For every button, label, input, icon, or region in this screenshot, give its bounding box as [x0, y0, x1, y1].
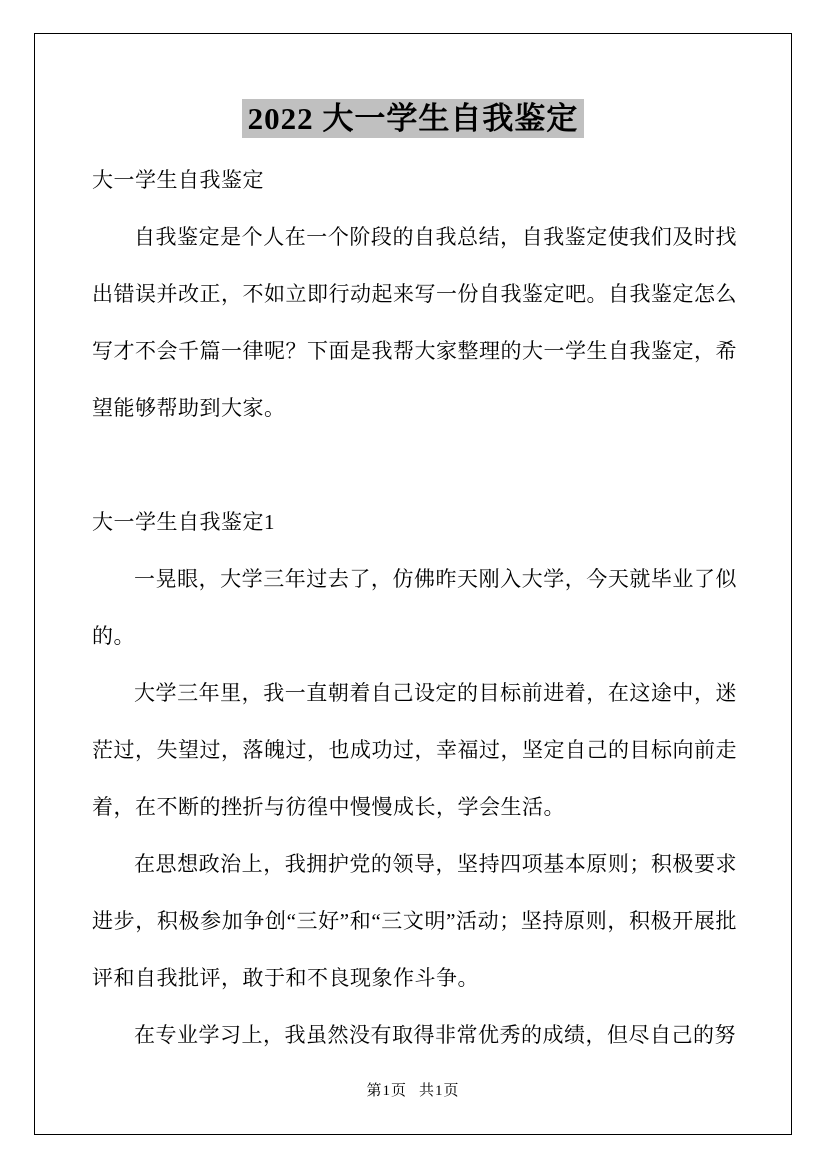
- footer-page-total: 共1页: [419, 1083, 460, 1099]
- body-paragraph: 一晃眼，大学三年过去了，仿佛昨天刚入大学，今天就毕业了似的。: [92, 567, 737, 648]
- body-paragraph-clipped: 在专业学习上，我虽然没有取得非常优秀的成绩，但尽自己的努: [134, 1023, 736, 1047]
- document-subtitle: 大一学生自我鉴定: [92, 168, 264, 192]
- blank-line: [92, 437, 737, 494]
- page-title-highlight: 2022 大一学生自我鉴定: [242, 99, 585, 138]
- document-body: [92, 152, 737, 1064]
- page-title: [35, 96, 791, 142]
- body-paragraph: 在思想政治上，我拥护党的领导，坚持四项基本原则；积极要求进步，积极参加争创“三好”和“三文明”活动；坚持原则，积极开展批评和自我批评，敢于和不良现象作斗争。: [92, 852, 737, 990]
- page-footer: [35, 1079, 791, 1100]
- document-page: [34, 33, 792, 1135]
- intro-paragraph: 自我鉴定是个人在一个阶段的自我总结，自我鉴定使我们及时找出错误并改正，不如立即行动起来写一份自我鉴定吧。自我鉴定怎么写才不会千篇一律呢？下面是我帮大家整理的大一学生自我鉴定，希望能够帮助到大家。: [92, 225, 737, 420]
- body-paragraph: 大学三年里，我一直朝着自己设定的目标前进着，在这途中，迷茫过，失望过，落魄过，也成功过，幸福过，坚定自己的目标向前走着，在不断的挫折与彷徨中慢慢成长，学会生活。: [92, 681, 737, 819]
- footer-page-number: 第1页: [366, 1083, 407, 1099]
- section-heading: 大一学生自我鉴定1: [92, 510, 275, 534]
